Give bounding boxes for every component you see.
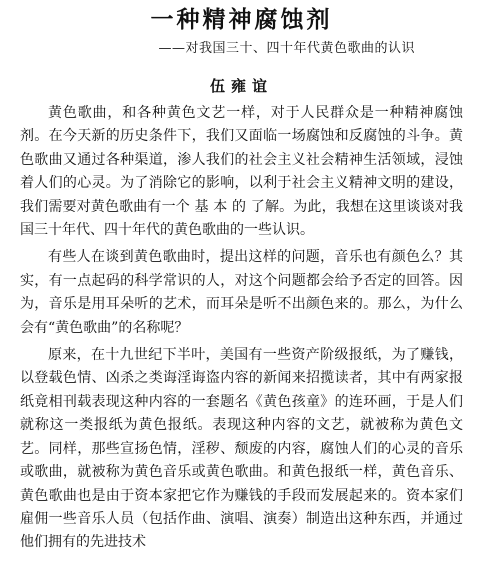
paragraph-2: 有些人在谈到黄色歌曲时，提出这样的问题，音乐也有颜色么？其实，有一点起码的科学常识的人，对这个问题都会给予否定的回答。因为，音乐是用耳朵听的艺术，而耳朵是听不出颜色来的。那么，为什么会有“黄色歌曲”的名称呢？	[20, 249, 463, 336]
paragraph-1: 黄色歌曲，和各种黄色文艺一样，对于人民群众是一种精神腐蚀剂。在今天新的历史条件下，我们又面临一场腐蚀和反腐蚀的斗争。黄色歌曲又通过各种渠道，渗人我们的社会主义社会精神生活领域，浸蚀着人们的心灵。为了消除它的影响，以利于社会主义精神文明的建设，我们需要对黄色歌曲有一个 基 本 的 了解。为此，我想在这里谈谈对我国三十年代、四十年代的黄色歌曲的一些认识。	[20, 105, 463, 239]
article-subtitle: ——对我国三十、四十年代黄色歌曲的认识	[158, 41, 415, 56]
article-title: 一种精神腐蚀剂	[150, 6, 333, 33]
paragraph-3: 原来，在十九世纪下半叶，美国有一些资产阶级报纸，为了赚钱，以登载色情、凶杀之类诲淫诲盗内容的新闻来招揽读者，其中有两家报纸竟相刊载表现这种内容的一套题名《黄色孩童》的连环画，于是人们就称这一类报纸为黄色报纸。表现这种内容的文艺，就被称为黄色文艺。同样，那些宣扬色情，淫秽、颓废的内容，腐蚀人们的心灵的音乐或歌曲，就被称为黄色音乐或黄色歌曲。和黄色报纸一样，黄色音乐、黄色歌曲也是由于资本家把它作为赚钱的手段而发展起来的。资本家们雇佣一些音乐人员（包括作曲、演唱、演奏）制造出这种东西，并通过他们拥有的先进技术	[20, 347, 463, 551]
article-author: 伍雍谊	[209, 77, 273, 95]
